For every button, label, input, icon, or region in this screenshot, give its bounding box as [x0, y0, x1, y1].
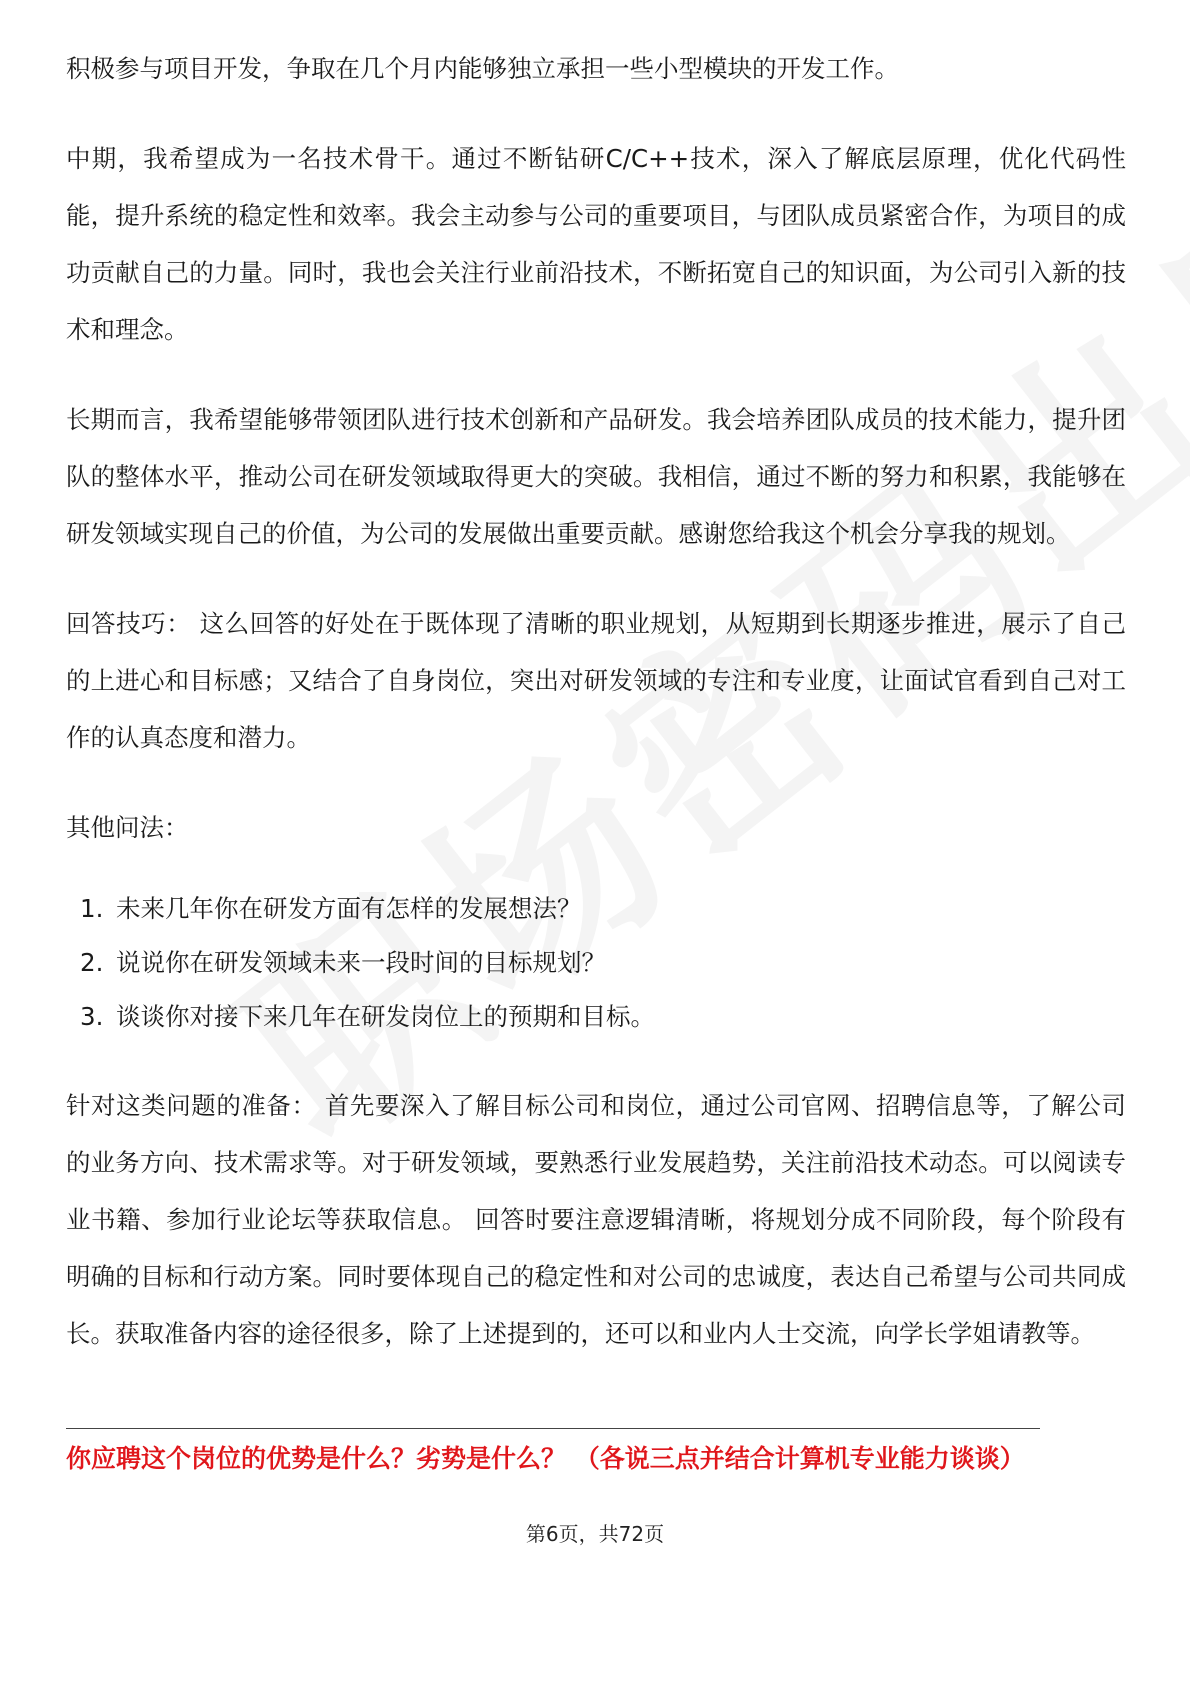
- paragraph-answer-tips: 回答技巧： 这么回答的好处在于既体现了清晰的职业规划，从短期到长期逐步推进，展示了自己的上进心和目标感；又结合了自身岗位，突出对研发领域的专注和专业度，让面试官看到自己对工作的认真态度和潜力。: [66, 609, 1126, 752]
- list-item: [66, 882, 1126, 936]
- list-item-number: 3.: [80, 1002, 104, 1031]
- list-item-text: 未来几年你在研发方面有怎样的发展想法？: [116, 894, 582, 923]
- list-item: [66, 936, 1126, 990]
- next-question-heading: 你应聘这个岗位的优势是什么？劣势是什么？ （各说三点并结合计算机专业能力谈谈）: [66, 1444, 1025, 1473]
- paragraph-short-term: 积极参与项目开发，争取在几个月内能够独立承担一些小型模块的开发工作。: [66, 54, 899, 83]
- document-body: [66, 40, 1126, 1362]
- other-phrasings-label: 其他问法：: [66, 813, 189, 842]
- list-item-text: 说说你在研发领域未来一段时间的目标规划？: [116, 948, 606, 977]
- paragraph-preparation: 针对这类问题的准备： 首先要深入了解目标公司和岗位，通过公司官网、招聘信息等，了解公司的业务方向、技术需求等。对于研发领域，要熟悉行业发展趋势，关注前沿技术动态。可以阅读专业书籍、参加行业论坛等获取信息。 回答时要注意逻辑清晰，将规划分成不同阶段，每个阶段有明确的目标和行动方案。同时要体现自己的稳定性和对公司的忠诚度，表达自己希望与公司共同成长。获取准备内容的途径很多，除了上述提到的，还可以和业内人士交流，向学长学姐请教等。: [66, 1091, 1126, 1348]
- list-item-number: 1.: [80, 894, 104, 923]
- paragraph-long-term: 长期而言，我希望能够带领团队进行技术创新和产品研发。我会培养团队成员的技术能力，提升团队的整体水平，推动公司在研发领域取得更大的突破。我相信，通过不断的努力和积累，我能够在研发领域实现自己的价值，为公司的发展做出重要贡献。感谢您给我这个机会分享我的规划。: [66, 405, 1126, 548]
- page-number: 第6页，共72页: [525, 1522, 665, 1546]
- list-item-text: 谈谈你对接下来几年在研发岗位上的预期和目标。: [116, 1002, 655, 1031]
- section-divider: [66, 1428, 1040, 1429]
- list-item-number: 2.: [80, 948, 104, 977]
- paragraph-mid-term: 中期，我希望成为一名技术骨干。通过不断钻研C/C++技术，深入了解底层原理，优化代码性能，提升系统的稳定性和效率。我会主动参与公司的重要项目，与团队成员紧密合作，为项目的成功贡献自己的力量。同时，我也会关注行业前沿技术，不断拓宽自己的知识面，为公司引入新的技术和理念。: [66, 144, 1126, 344]
- list-item: [66, 990, 1126, 1044]
- other-phrasings-list: [66, 882, 1126, 1044]
